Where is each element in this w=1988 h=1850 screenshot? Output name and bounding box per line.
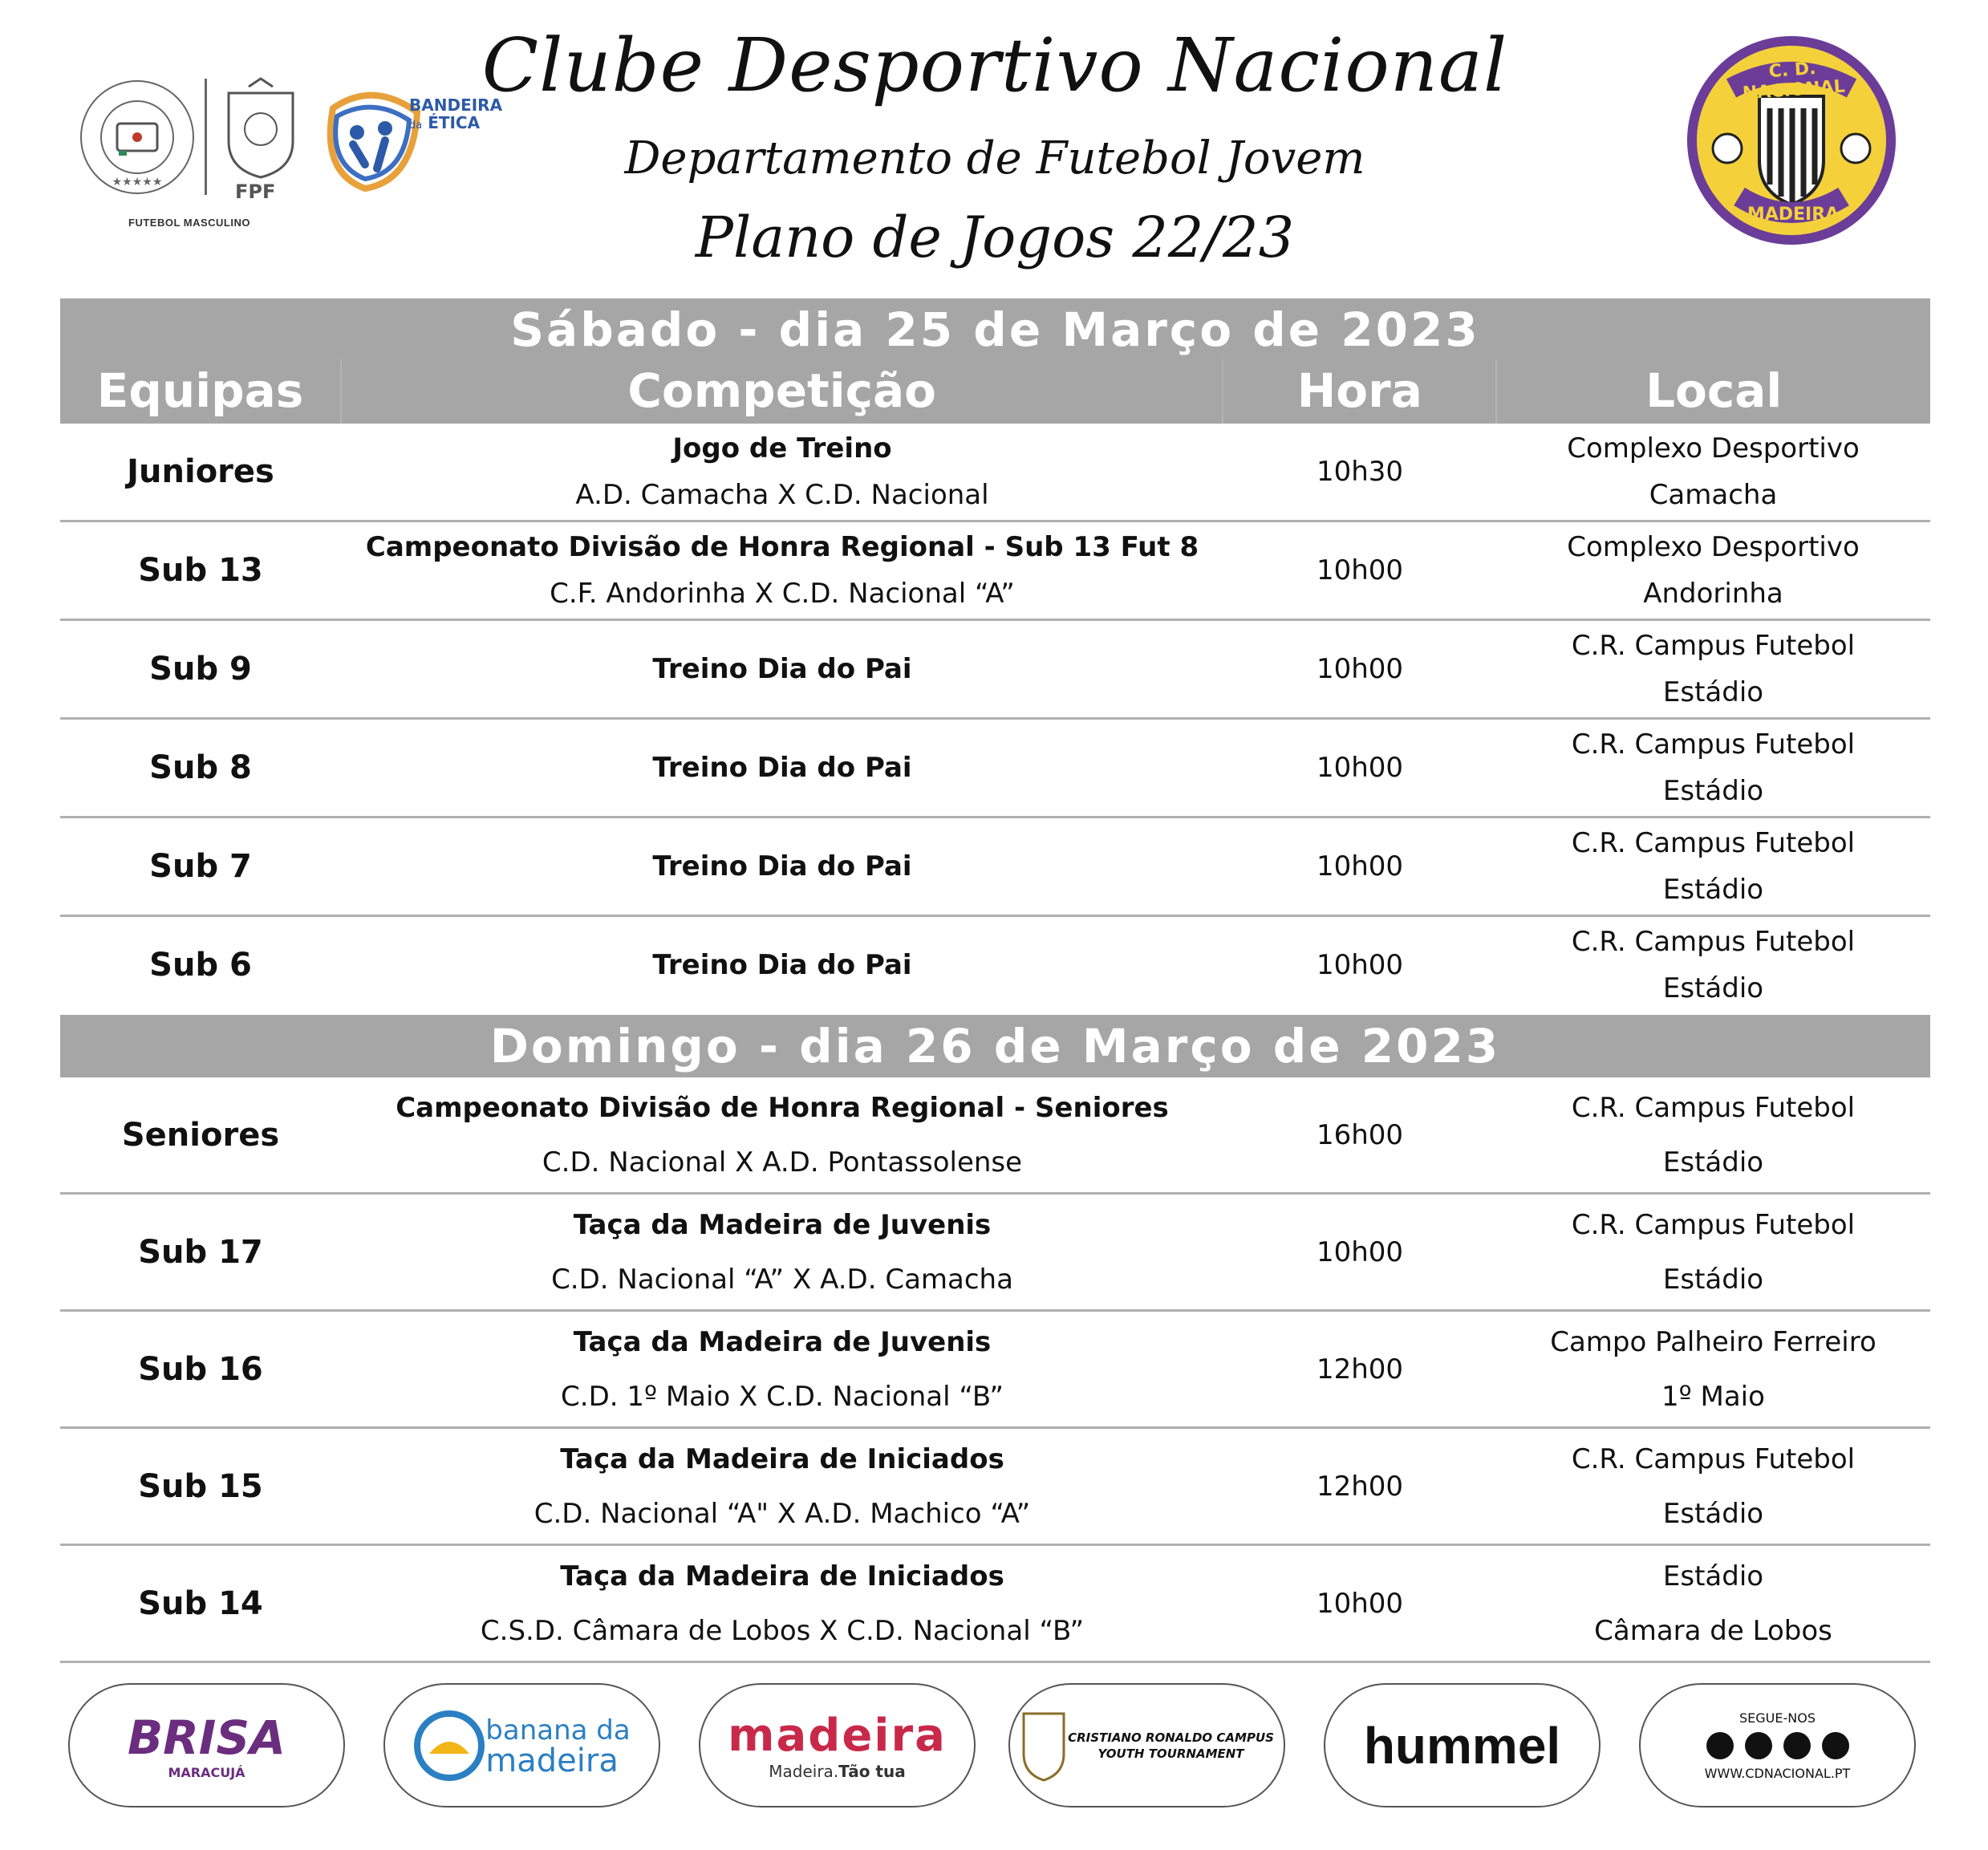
col-header-local: Local <box>1495 359 1930 424</box>
futebol-masculino-label: FUTEBOL MASCULINO <box>128 217 250 229</box>
col-header-hora: Hora <box>1222 359 1495 424</box>
social-icons <box>1706 1732 1849 1759</box>
local-line1: Complexo Desportivo <box>1567 432 1860 465</box>
time-cell: 10h30 <box>1316 456 1404 488</box>
match-text: C.D. 1º Maio X C.D. Nacional “B” <box>561 1380 1004 1413</box>
local-line1: Estádio <box>1662 1560 1764 1592</box>
competition-cell: Treino Dia do Pai <box>652 653 912 685</box>
certification-seal-icon <box>77 77 197 197</box>
local-line1: Campo Palheiro Ferreiro <box>1550 1325 1876 1358</box>
local-cell <box>1496 1315 1930 1424</box>
local-line2: Estádio <box>1662 1263 1764 1296</box>
local-cell <box>1496 820 1930 913</box>
etica-line1: BANDEIRA <box>409 95 503 115</box>
match-text: A.D. Camacha X C.D. Nacional <box>575 479 989 511</box>
day-title-sunday: Domingo - dia 26 de Março de 2023 <box>60 1015 1930 1077</box>
table-header <box>60 359 1930 424</box>
table-row <box>60 1312 1930 1429</box>
team-cell: Sub 15 <box>138 1467 263 1505</box>
local-line1: C.R. Campus Futebol <box>1571 1208 1856 1241</box>
competition-cell <box>341 1432 1223 1541</box>
etica-line2-wrap <box>409 114 502 135</box>
local-line2: Andorinha <box>1643 578 1783 610</box>
time-cell: 10h00 <box>1316 752 1404 784</box>
competition-name: Taça da Madeira de Juvenis <box>573 1325 992 1358</box>
match-text: C.S.D. Câmara de Lobos X C.D. Nacional “B” <box>480 1614 1085 1647</box>
match-text: C.D. Nacional X A.D. Pontassolense <box>542 1146 1023 1179</box>
competition-cell: Treino Dia do Pai <box>652 850 912 882</box>
table-row <box>60 1546 1930 1663</box>
local-line2: Estádio <box>1662 1497 1764 1530</box>
table-row <box>60 1429 1930 1546</box>
team-cell: Sub 7 <box>149 848 252 885</box>
plan-title: Plano de Jogos 22/23 <box>695 205 1295 270</box>
facebook-icon[interactable] <box>1706 1732 1734 1759</box>
table-row <box>60 424 1930 522</box>
twitter-icon[interactable] <box>1783 1732 1811 1759</box>
local-line2: Camacha <box>1649 479 1778 511</box>
competition-name: Jogo de Treino <box>672 432 892 465</box>
etica-da: da <box>409 120 423 132</box>
time-cell: 10h00 <box>1316 653 1404 685</box>
match-text: C.F. Andorinha X C.D. Nacional “A” <box>550 578 1015 610</box>
youtube-icon[interactable] <box>1822 1732 1849 1759</box>
website-link[interactable]: WWW.CDNACIONAL.PT <box>1704 1765 1851 1781</box>
local-cell <box>1496 524 1930 617</box>
competition-name: Taça da Madeira de Juvenis <box>573 1208 992 1241</box>
local-cell <box>1496 721 1930 814</box>
table-row <box>60 1077 1930 1195</box>
local-cell <box>1496 1432 1930 1541</box>
etica-text <box>409 96 502 135</box>
social-links <box>1639 1683 1916 1807</box>
team-cell: Sub 13 <box>138 552 263 589</box>
brisa-sub: MARACUJÁ <box>168 1765 245 1780</box>
hummel-text: hummel <box>1363 1716 1561 1775</box>
local-line2: Estádio <box>1662 775 1764 807</box>
team-cell: Sub 14 <box>138 1584 263 1622</box>
team-cell: Sub 17 <box>138 1233 263 1271</box>
time-cell: 16h00 <box>1316 1118 1404 1151</box>
match-text: C.D. Nacional “A” X A.D. Camacha <box>551 1263 1013 1296</box>
time-cell: 12h00 <box>1316 1470 1404 1503</box>
local-cell <box>1496 919 1930 1012</box>
sponsor-madeira[interactable] <box>699 1683 976 1807</box>
sponsor-brisa[interactable] <box>68 1683 345 1807</box>
madeira-text: madeira <box>728 1710 947 1762</box>
instagram-icon[interactable] <box>1745 1732 1772 1759</box>
time-cell: 10h00 <box>1316 1235 1404 1268</box>
local-line1: Complexo Desportivo <box>1567 531 1860 563</box>
team-cell: Sub 16 <box>138 1350 263 1388</box>
competition-name: Taça da Madeira de Iniciados <box>560 1442 1004 1475</box>
day-title-saturday: Sábado - dia 25 de Março de 2023 <box>60 298 1930 361</box>
local-line1: C.R. Campus Futebol <box>1571 1091 1856 1124</box>
team-cell: Sub 8 <box>149 749 252 786</box>
local-cell <box>1496 1198 1930 1307</box>
time-cell: 10h00 <box>1316 850 1404 882</box>
team-cell: Sub 9 <box>149 651 252 688</box>
col-header-equipas: Equipas <box>96 363 304 418</box>
time-cell: 10h00 <box>1316 1587 1404 1620</box>
table-row <box>60 522 1930 621</box>
table-row <box>60 917 1930 1013</box>
svg-text:★★★★★: ★★★★★ <box>112 176 163 189</box>
team-cell: Sub 6 <box>149 947 252 984</box>
madeira-logo <box>728 1710 947 1781</box>
competition-cell <box>341 1549 1223 1658</box>
banana-icon <box>413 1710 485 1782</box>
department-title: Departamento de Futebol Jovem <box>624 132 1365 185</box>
brisa-text: BRISA <box>127 1710 286 1765</box>
competition-cell <box>341 1315 1223 1424</box>
team-cell: Juniores <box>127 453 274 490</box>
club-title: Clube Desportivo Nacional <box>481 22 1508 108</box>
competition-cell <box>341 425 1223 518</box>
match-text: C.D. Nacional “A" X A.D. Machico “A” <box>534 1497 1031 1530</box>
madeira-tagline <box>728 1762 947 1781</box>
team-cell: Seniores <box>121 1116 280 1154</box>
banana-line2: madeira <box>485 1742 619 1779</box>
competition-cell: Treino Dia do Pai <box>652 949 912 981</box>
local-line2: 1º Maio <box>1661 1380 1765 1413</box>
crest-bottom-text: MADEIRA <box>1747 205 1840 225</box>
crest-top-text: C. D. NACIONAL <box>1742 59 1846 104</box>
sponsor-cr-campus[interactable] <box>1008 1683 1285 1807</box>
banana-text <box>485 1714 631 1779</box>
fpf-label: FPF <box>235 181 276 203</box>
table-row <box>60 1195 1930 1312</box>
madeira-tagline-2: Tão tua <box>838 1762 906 1781</box>
local-line1: C.R. Campus Futebol <box>1571 630 1856 662</box>
table-row <box>60 720 1930 818</box>
local-line2: Câmara de Lobos <box>1594 1614 1832 1647</box>
brisa-logo <box>128 1710 286 1780</box>
sponsor-banana-madeira[interactable] <box>383 1683 660 1807</box>
local-line2: Estádio <box>1662 874 1764 906</box>
col-header-competicao: Competição <box>340 359 1222 424</box>
time-cell: 12h00 <box>1316 1353 1404 1385</box>
local-cell <box>1496 623 1930 716</box>
cr-line2: YOUTH TOURNAMENT <box>1097 1746 1244 1761</box>
etica-line2: ÉTICA <box>428 113 481 132</box>
local-line1: C.R. Campus Futebol <box>1571 827 1856 859</box>
competition-cell <box>341 524 1223 617</box>
local-line2: Estádio <box>1662 1146 1764 1179</box>
local-cell <box>1496 1549 1930 1658</box>
competition-cell <box>341 1198 1223 1307</box>
cr-line1: CRISTIANO RONALDO CAMPUS <box>1068 1730 1274 1745</box>
local-cell <box>1496 425 1930 518</box>
local-line1: C.R. Campus Futebol <box>1571 926 1856 958</box>
competition-cell: Treino Dia do Pai <box>652 752 912 784</box>
segue-label: SEGUE-NOS <box>1739 1710 1816 1726</box>
madeira-tagline-1: Madeira. <box>769 1762 839 1781</box>
logo-divider <box>205 79 207 195</box>
local-cell <box>1496 1081 1930 1190</box>
competition-name: Campeonato Divisão de Honra Regional - Seniores <box>396 1091 1169 1124</box>
local-line2: Estádio <box>1662 676 1764 708</box>
table-row <box>60 818 1930 917</box>
competition-cell <box>341 1081 1223 1190</box>
local-line2: Estádio <box>1662 972 1764 1004</box>
cr-campus-badge-icon <box>1020 1710 1068 1782</box>
time-cell: 10h00 <box>1316 554 1404 586</box>
sponsor-hummel[interactable] <box>1324 1683 1601 1807</box>
local-line1: C.R. Campus Futebol <box>1571 728 1856 761</box>
banana-line1: banana da <box>485 1714 631 1747</box>
table-row <box>60 621 1930 720</box>
competition-name: Campeonato Divisão de Honra Regional - Sub 13 Fut 8 <box>365 531 1199 563</box>
time-cell: 10h00 <box>1316 949 1404 981</box>
local-line1: C.R. Campus Futebol <box>1571 1442 1856 1475</box>
cr-campus-text <box>1068 1730 1274 1762</box>
competition-name: Taça da Madeira de Iniciados <box>560 1560 1004 1592</box>
